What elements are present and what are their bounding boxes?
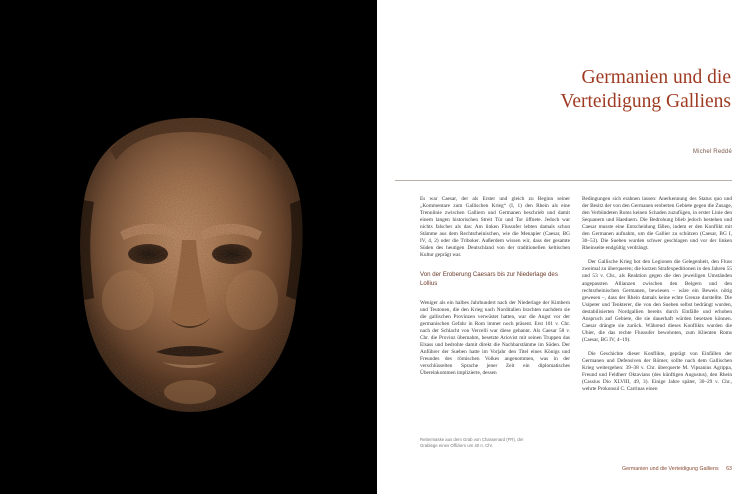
- article-title: [377, 66, 731, 114]
- photo-caption: Reitermaske aus dem Grab von Chassenard (FR), der Grablege eines Offiziers um 40 n. Chr.: [420, 437, 524, 448]
- paragraph: Bedingungen sich erahnen lassen: Anerkennung des Status quo und der Besitz der von den Germanen eroberten Gebiete gegen die Zusage, den Verbündeten Roms keinen Schaden zuzufügen, in erster Linie den Sequanern und Haeduern. Die Bedrohung blieb jedoch bestehen und Caesar musste eine Entscheidung fällen, indem er den Konflikt mit den Germanen aufnahm, um die Gallier zu schützen (Caesar, BG I, 30–53). Die Sueben wurden schwer geschlagen und vor der linken Rheinseite endgültig verdrängt.: [582, 196, 732, 252]
- paragraph: Weniger als ein halbes Jahrhundert nach der Niederlage der Kimbern und Teutonen, die den Krieg nach Norditalien brachten nachdem sie die gallischen Provinzen verwüstet hatten, war die Angst vor der germanischen Gefahr in Rom immer noch präsent. Erst 101 v. Chr. nach der Schlacht von Vercelli war diese gebannt. Als Caesar 58 v. Chr. die Provinz übernahm, besetzte Ariovist mit seinen Truppen das Elsass und bedrohte damit direkt die Nachbarstämme im Süden. Der Anführer der Sueben hatte im Vorjahr den Titel eines Königs und Freundes des römischen Volkes angenommen, was in der verschlüsselten Sprache jener Zeit ein diplomatisches Übereinkommen implizierte, dessen: [420, 299, 570, 377]
- text-column-left: [420, 196, 570, 377]
- text-page: [377, 0, 750, 494]
- section-subheading: Von der Eroberung Caesars bis zur Niederlage des Lollius: [420, 271, 558, 287]
- paragraph: Die Geschichte dieser Konflikte, geprägt von Einfällen der Germanen und Defensiven der Römer, sollte nach dem Gallischen Krieg weitergehen: 39–38 v. Chr. überquerte M. Vipsanius Agrippa, Freund und Feldherr Oktavians (des künftigen Augustus), den Rhein (Cassius Dio XLVIII, 49, 3). Einige Jahre später, 30–29 v. Chr., wehrte Prokonsul C. Carrinas einen: [582, 350, 732, 393]
- author-name: Michel Reddé: [692, 149, 732, 155]
- paragraph: Es war Caesar, der als Erster und gleich zu Beginn seiner „Kommentare zum Gallischen Krieg“ (I, 1) den Rhein als eine Trennlinie zwischen Galliern und Germanen beschrieb und damit einem langen historischen Streit Tür und Tor öffnete. Jedoch war nichts falscher als das: Am linken Flussufer lebten damals schon Stämme aus dem Rechtsrheinischen, wie die Menapier (Caesar, BG IV, 4, 2) oder die Triboker. Außerdem wissen wir, dass der gesamte Süden des heutigen Deutschland von der traditionellen keltischen Kultur geprägt war.: [420, 196, 570, 259]
- divider-rule: [395, 180, 732, 181]
- text-column-right: [582, 196, 732, 393]
- article-title-line-2: Verteidigung Galliens: [560, 91, 731, 112]
- running-title: Germanien und die Verteidigung Galliens: [622, 466, 719, 472]
- article-title-line-1: Germanien und die: [581, 67, 731, 88]
- page-footer: [622, 466, 732, 472]
- page-number: 63: [726, 466, 732, 472]
- paragraph: Der Gallische Krieg bot den Legionen die Gelegenheit, den Fluss zweimal zu überqueren; die kurzen Strafexpeditionen in den Jahren 55 und 53 v. Chr., als Reaktion gegen die den jeweiligen Umständen angepassten Allianzen zwischen den Belgern und den rechtsrheinischen Germanen, bewiesen – wäre ein Beweis nötig gewesen –, dass der Rhein damals keine echte Grenze darstellte. Die Usipeter und Tenkterer, die von den Sueben selbst bedrängt wurden, destabilisierten Nordgallien bereits durch Einfälle und erhoben Anspruch auf Gebiete, die sie dauerhaft würden besetzen können. Caesar drängte sie zurück. Während dieses Konflikts wurden die Ubier, die das rechte Flussufer bewohnten, zum Klienten Roms (Caesar, BG IV, 4–19).: [582, 259, 732, 343]
